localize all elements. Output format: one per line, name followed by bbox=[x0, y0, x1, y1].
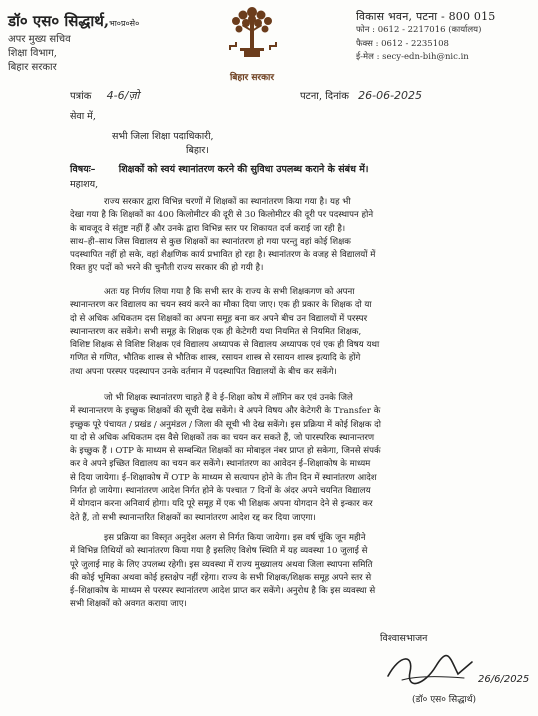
office-email: ई-मेल : secy-edn-bih@nic.in bbox=[356, 52, 469, 62]
paragraph-line: साथ–ही–साथ जिस विद्यालय से कुछ शिक्षकों का स्थानांतरण हो गया परन्तु वहां कोई शिक्षक bbox=[70, 236, 351, 247]
reference-value: 4-6/ज़ो bbox=[106, 89, 140, 102]
date-value: 26-06-2025 bbox=[358, 89, 423, 102]
paragraph-line: इच्छुक पूरे पंचायत / प्रखंड / अनुमंडल / जिला की सूची भी देख सकेंगे। इस प्रक्रिया में कोई शिक्षक दो bbox=[70, 419, 381, 430]
paragraph-line: देते हैं, तो सभी स्थानान्तरित शिक्षकों का स्थानांतरण आदेश रद्द कर दिया जाएगा। bbox=[70, 512, 316, 523]
paragraph-line: राज्य सरकार द्वारा विभिन्न चरणों में शिक्षकों का स्थानांतरण किया गया है। यह भी bbox=[104, 197, 351, 207]
paragraph-line: तथा अपना परस्पर पदस्थापन उनके वर्तमान में पदस्थापित विद्यालयों के बीच कर सकेंगे। bbox=[70, 366, 337, 377]
subject-label: विषयः– bbox=[70, 164, 96, 175]
paragraph-line: गणित से गणित, भौतिक शास्त्र से भौतिक शास्त्र, रसायन शास्त्र से रसायन शास्त्र इत्यादि के होंगे bbox=[70, 353, 361, 364]
sender-designation: अपर मुख्य सचिव bbox=[8, 34, 71, 45]
emblem-caption: बिहार सरकार bbox=[229, 73, 275, 83]
paragraph-line: में विभिन्न तिथियों को स्थानांतरण किया गया है इसलिए विशेष स्थिति में यह व्यवस्था 10 जुलाई से bbox=[70, 546, 368, 557]
paragraph-line: रिक्त हुए पदों को भरने की चुनौती राज्य सरकार की हो गयी है। bbox=[70, 263, 264, 274]
paragraph-line: में योगदान करना अनिवार्य होगा। यदि पूरे समूह में एक भी शिक्षक अपना योगदान देने से इन्कार कर bbox=[70, 499, 373, 510]
paragraph-line: से दिया जायेगा। ई–शिक्षाकोष में OTP के माध्यम से सत्यापन होने के तीन दिन में स्थानांतरण आदेश bbox=[70, 472, 377, 483]
paragraph-line: स्थानान्तरण कर विद्यालय का चयन स्वयं करने का मौका दिया जाए। एक ही प्रकार के शिक्षक दो या bbox=[70, 300, 372, 311]
paragraph-line: देखा गया है कि शिक्षकों का 400 किलोमीटर की दूरी से 30 किलोमीटर की दूरी पर पदस्थापन होने bbox=[70, 210, 374, 221]
paragraph-line: के बावजूद वे संतुष्ट नहीं हैं और उनके द्वारा विभिन्न स्तर पर शिकायत दर्ज कराई जा रही है। bbox=[70, 223, 346, 234]
paragraph-line: दो से अधिक अधिकतम दस शिक्षकों का अपना समूह बना कर अपने बीच उन विद्यालयों में परस्पर bbox=[70, 313, 368, 324]
paragraph-line: के इच्छुक हैं । OTP के माध्यम से सम्बन्धित शिक्षकों का मोबाइल नंबर प्राप्त हो सकेगा, जिनसे संपर्क bbox=[70, 446, 381, 457]
signatory-name: (डॉ० एस० सिद्धार्थ) bbox=[412, 695, 476, 705]
paragraph-4 bbox=[70, 532, 524, 612]
office-fax: फैक्स : 0612 - 2235108 bbox=[356, 38, 449, 49]
paragraph-line: स्थानान्तरण कर सकेंगे। सभी समूह के शिक्षक एक ही केटेगरी यथा नियमित से नियमित शिक्षक, bbox=[70, 326, 362, 337]
paragraph-1 bbox=[70, 196, 524, 276]
closing-text: विश्वासभाजन bbox=[380, 633, 428, 644]
greeting: महाशय, bbox=[70, 179, 99, 190]
office-phone: फोन : 0612 - 2217016 (कार्यालय) bbox=[356, 25, 482, 35]
paragraph-3 bbox=[70, 392, 524, 525]
paragraph-line: पूरे जुलाई माह के लिए उपलब्ध रहेगी। इस व्यवस्था में राज्य मुख्यालय अथवा जिला स्थापना समिति bbox=[70, 559, 373, 570]
paragraph-line: में स्थानान्तरण के इच्छुक शिक्षकों की सूची देख सकेंगे। वे अपने विषय और केटेगरी के Transfer के bbox=[70, 406, 381, 417]
salutation-to: सेवा में, bbox=[70, 111, 96, 122]
subject-text: शिक्षकों को स्वयं स्थानांतरण करने की सुविधा उपलब्ध कराने के संबंध में। bbox=[118, 164, 369, 175]
contact-block bbox=[356, 10, 536, 65]
sender-department: शिक्षा विभाग, bbox=[8, 48, 57, 59]
addressee-line1: सभी जिला शिक्षा पदाधिकारी, bbox=[112, 131, 214, 142]
subject-line bbox=[70, 162, 369, 175]
sender-block bbox=[8, 12, 208, 75]
paragraph-line: पदस्थापित नहीं हो सके, वहां शैक्षणिक कार्य प्रभावित हो रहा है। स्थानांतरण के वजह से विद्यालयों में bbox=[70, 250, 376, 261]
addressee-line2: बिहार। bbox=[186, 145, 209, 156]
handwritten-signature bbox=[380, 646, 530, 696]
date-label: पटना, दिनांक bbox=[300, 91, 349, 102]
paragraph-line: या दो से अधिक अधिकतम दस वैसे शिक्षकों तक का चयन कर सकते हैं, जो पारस्परिक स्थानान्तरण bbox=[70, 432, 375, 443]
signature-date: 26/6/2025 bbox=[478, 674, 530, 685]
paragraph-line: इस प्रक्रिया का विस्तृत अनुदेश अलग से निर्गत किया जायेगा। इस वर्ष चूंकि जून महीने bbox=[104, 533, 366, 543]
bihar-emblem-icon bbox=[226, 2, 278, 70]
letter-date bbox=[300, 88, 422, 102]
reference-number bbox=[70, 88, 139, 103]
paragraph-line: निर्गत हो जायेगा। स्थानांतरण आदेश निर्गत होने के पश्चात 7 दिनों के अंदर अपने चयनित विद्यालय bbox=[70, 486, 371, 497]
paragraph-2 bbox=[70, 286, 524, 379]
reference-label: पत्रांक bbox=[70, 91, 92, 102]
sender-name bbox=[8, 12, 208, 33]
paragraph-line: कर वे अपने इच्छित विद्यालय का चयन कर सकेंगे। स्थानांतरण का आवेदन ई–शिक्षाकोष के माध्यम bbox=[70, 459, 371, 470]
sender-service: भा०प्र०से० bbox=[109, 19, 140, 28]
paragraph-line: सभी शिक्षकों को अवगत कराया जाए। bbox=[70, 599, 187, 610]
paragraph-line: ई–शिक्षाकोष के माध्यम से परस्पर स्थानांतरण आदेश प्राप्त कर सकेंगे। अनुरोध है कि इस व्यवस्था से bbox=[70, 586, 376, 597]
paragraph-line: अतः यह निर्णय लिया गया है कि सभी स्तर के राज्य के सभी शिक्षकगण को अपना bbox=[104, 287, 355, 297]
sender-name-text: डॉ० एस० सिद्धार्थ, bbox=[8, 12, 110, 30]
paragraph-line: विशिष्ट शिक्षक से विशिष्ट शिक्षक एवं विद्यालय अध्यापक से विद्यालय अध्यापक एवं एक ही विषय यथा bbox=[70, 340, 380, 351]
office-address: विकास भवन, पटना - 800 015 bbox=[356, 10, 496, 23]
sender-government: बिहार सरकार bbox=[8, 62, 57, 73]
paragraph-line: की कोई भूमिका अथवा कोई हस्तक्षेप नहीं रहेगा। राज्य के सभी शिक्षक/शिक्षक समूह अपने स्तर से bbox=[70, 572, 372, 583]
paragraph-line: जो भी शिक्षक स्थानांतरण चाहते हैं वे ई–शिक्षा कोष में लॉगिन कर एवं उनके जिले bbox=[104, 393, 353, 403]
